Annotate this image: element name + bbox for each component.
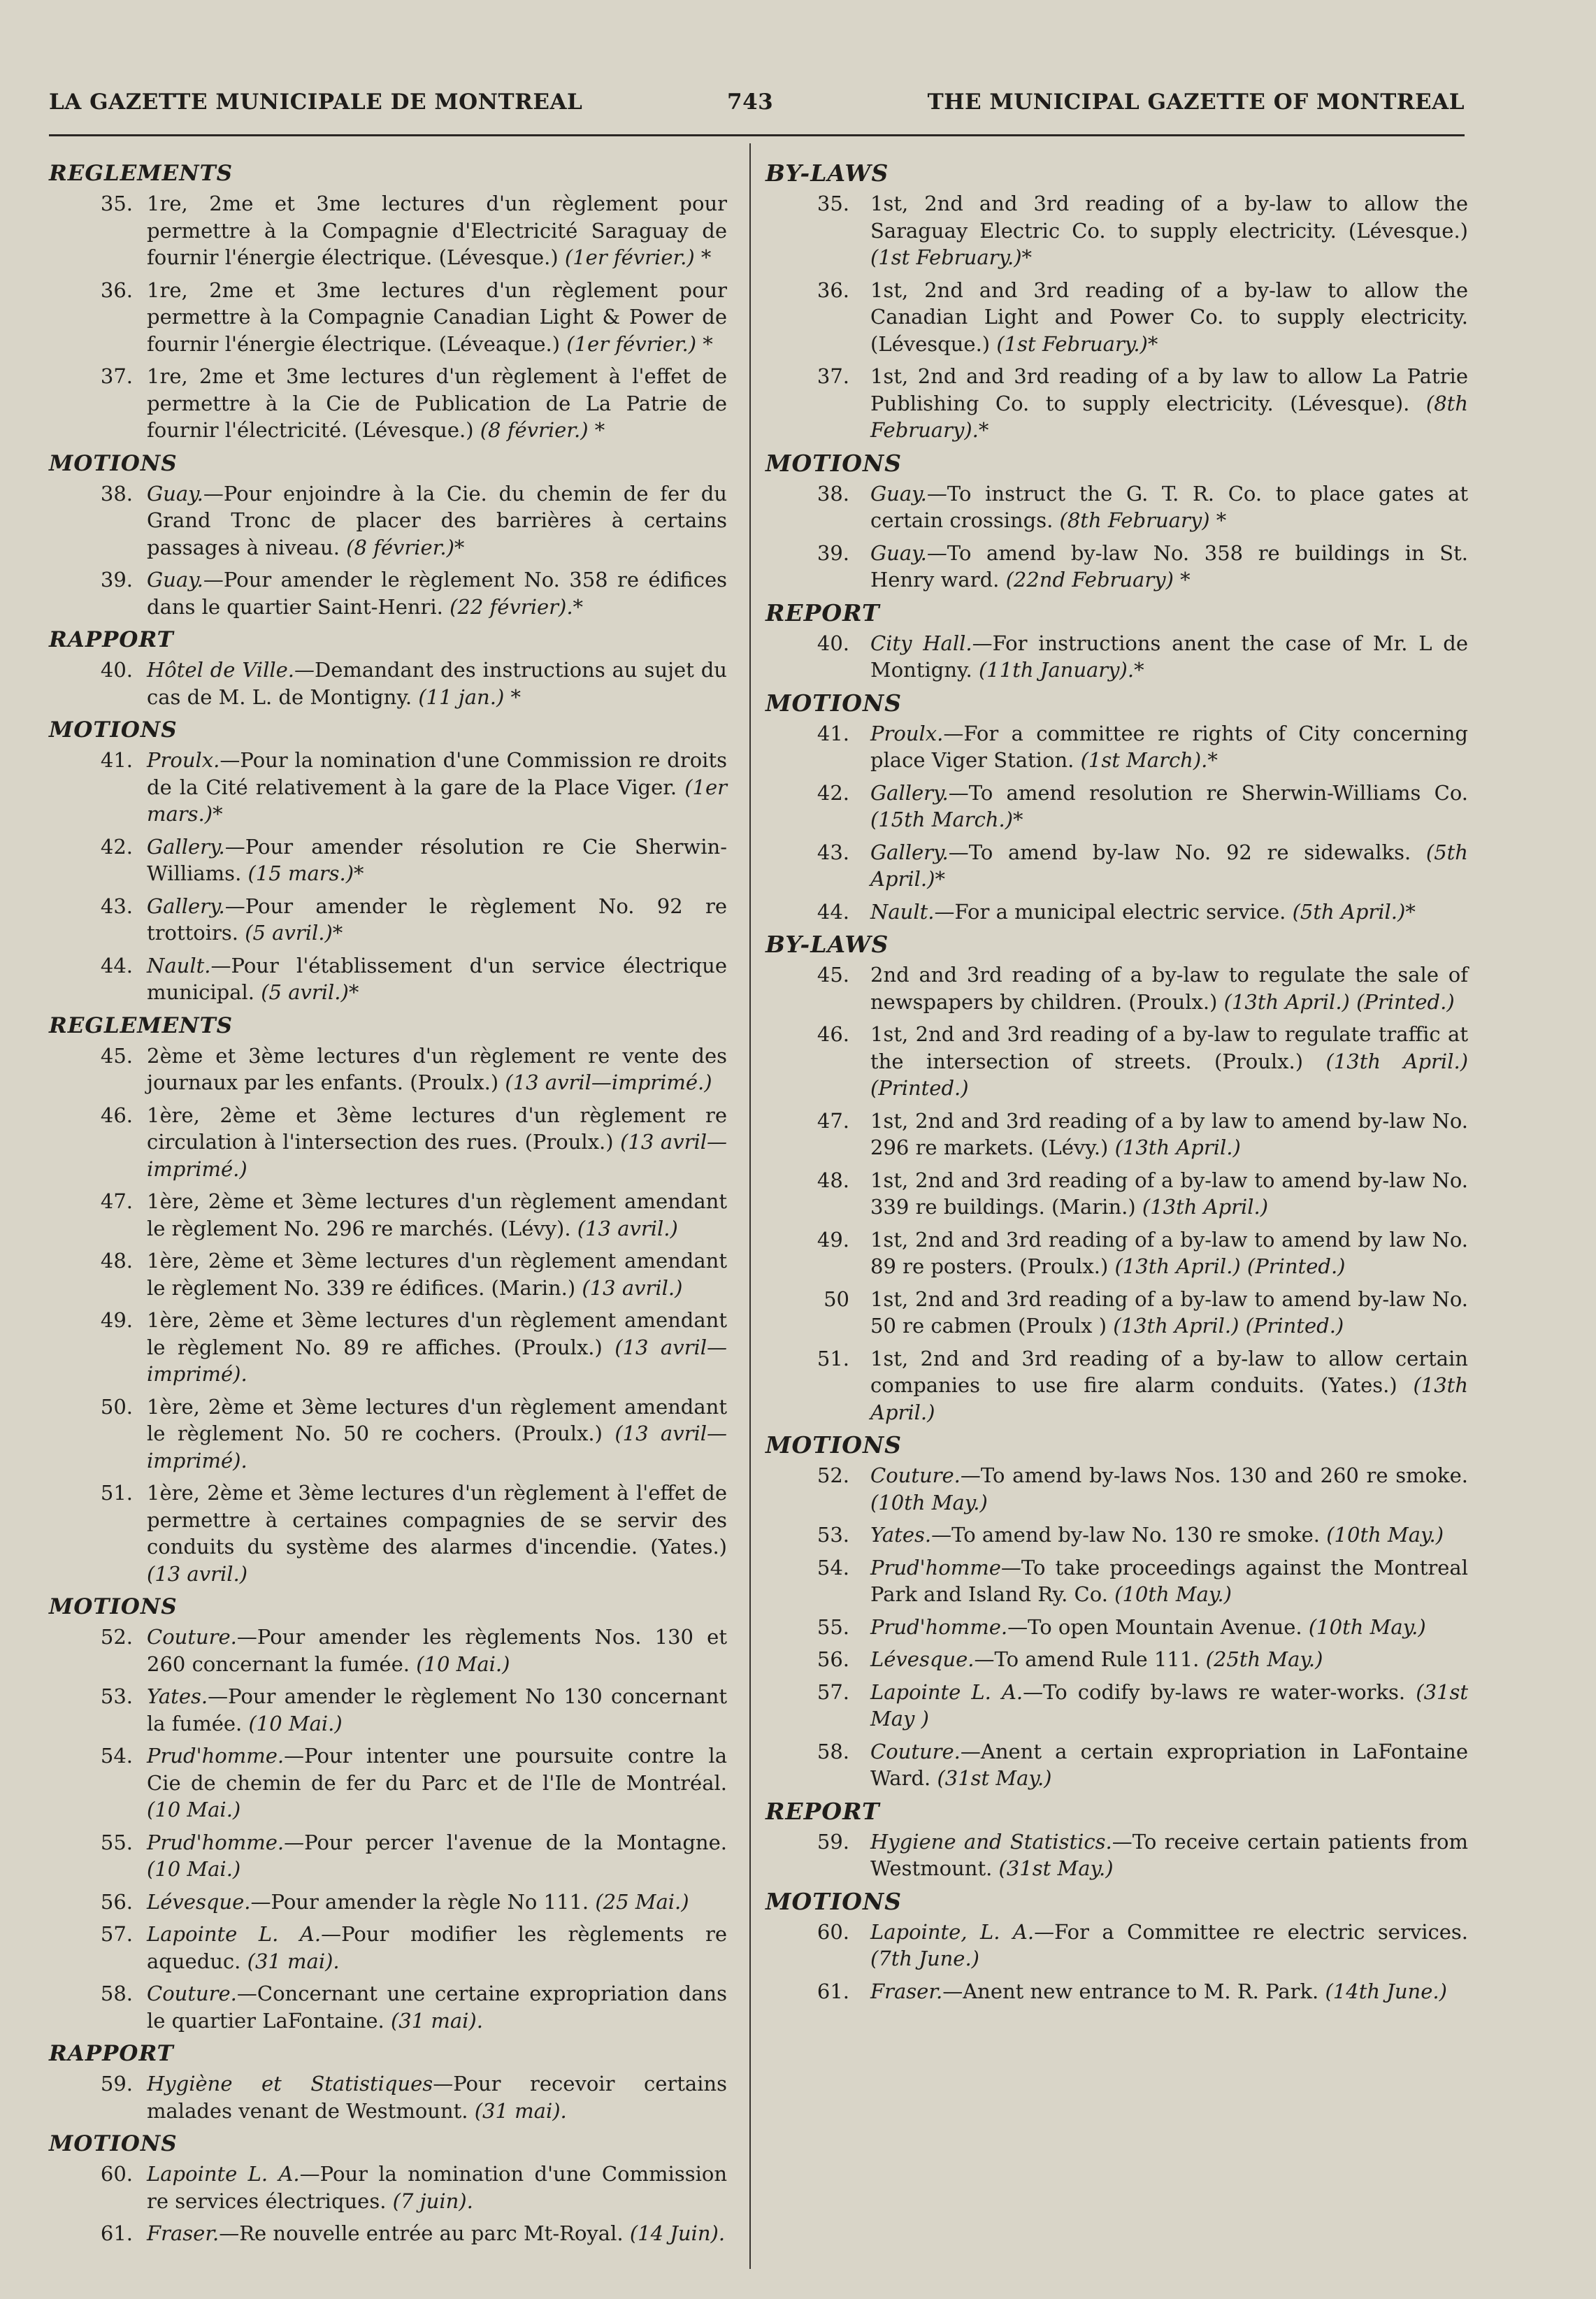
item-mover: Gallery. (870, 780, 949, 805)
item-number: 50 (824, 1287, 849, 1311)
agenda-item (765, 1021, 1468, 1102)
agenda-item (765, 1646, 1468, 1673)
item-mover: Nault. (870, 899, 935, 924)
item-number: 49. (100, 1308, 133, 1332)
item-date: (1st February.)* (870, 245, 1033, 269)
item-number: 37. (817, 364, 849, 388)
item-date: (14 Juin). (629, 2221, 726, 2245)
item-text: —To amend resolution re Sherwin-Williams Co. (948, 780, 1468, 805)
item-text: —Pour amender résolution re Cie Sherwin-Williams. (147, 834, 727, 885)
item-number: 61. (817, 1979, 849, 2003)
agenda-item (765, 898, 1468, 926)
item-date: (25th May.) (1205, 1647, 1323, 1671)
header-left-title: LA GAZETTE MUNICIPALE DE MONTREAL (49, 89, 583, 115)
item-text: —To amend Rule 111. (974, 1647, 1200, 1671)
item-date: (22nd February) * (1005, 568, 1191, 592)
agenda-item (765, 630, 1468, 684)
section-heading: MOTIONS (49, 450, 178, 476)
item-text: —Anent a certain expropriation in LaFontaine Ward. (870, 1739, 1468, 1790)
item-number: 59. (817, 1829, 849, 1854)
item-text: —Demandant des instructions au sujet du cas de M. L. de Montigny. (147, 658, 727, 709)
item-text: —For a Committee re electric services. (1034, 1919, 1468, 1944)
agenda-item (765, 277, 1468, 358)
agenda-item (765, 1978, 1468, 2005)
section-heading: RAPPORT (49, 2041, 174, 2066)
agenda-item (765, 1226, 1468, 1280)
page-number: 743 (727, 89, 774, 115)
section-heading: MOTIONS (765, 1887, 903, 1915)
agenda-item (49, 190, 727, 271)
item-mover: Gallery. (147, 834, 225, 859)
agenda-item (49, 1742, 727, 1824)
item-date: (31st May.) (998, 1856, 1114, 1880)
agenda-item (765, 839, 1468, 893)
item-mover: Couture. (147, 1625, 237, 1649)
item-text: —Pour percer l'avenue de la Montagne. (284, 1830, 727, 1854)
item-number: 43. (100, 894, 133, 918)
item-text: —Pour amender la règle No 111. (250, 1889, 589, 1914)
agenda-item (49, 1889, 727, 1916)
item-mover: Proulx. (147, 748, 220, 772)
item-mover: City Hall. (870, 631, 972, 655)
item-number: 41. (100, 748, 133, 772)
item-date: (13th April.) (870, 1373, 1469, 1424)
item-mover: Nault. (147, 953, 211, 977)
agenda-item (49, 1921, 727, 1975)
item-number: 50. (100, 1394, 133, 1419)
item-text: —Pour amender le règlement No. 358 re édifices dans le quartier Saint-Henri. (147, 568, 727, 619)
agenda-item (49, 2070, 727, 2124)
item-text: —Pour enjoindre à la Cie. du chemin de fer du Grand Tronc de placer des barrières à certains passages à niveau. (147, 481, 727, 559)
item-number: 56. (817, 1647, 849, 1671)
item-number: 55. (817, 1614, 849, 1639)
item-number: 48. (100, 1249, 133, 1273)
item-number: 40. (817, 631, 849, 655)
agenda-item (49, 1247, 727, 1301)
item-number: 47. (100, 1189, 133, 1213)
item-number: 53. (100, 1684, 133, 1708)
item-date: (10 Mai.) (248, 1711, 343, 1735)
item-number: 55. (100, 1830, 133, 1854)
item-mover: Guay. (870, 481, 927, 506)
agenda-item (765, 1679, 1468, 1733)
item-number: 40. (100, 658, 133, 682)
item-mover: Hôtel de Ville. (147, 658, 295, 682)
item-date: (8th February).* (870, 391, 1469, 442)
agenda-item (49, 2161, 727, 2214)
item-text: 1ère, 2ème et 3ème lectures d'un règlement amendant le règlement No. 89 re affiches. (Proulx.) (147, 1308, 727, 1359)
item-text: —Pour amender les règlements Nos. 130 et 260 concernant la fumée. (147, 1625, 727, 1676)
item-number: 61. (100, 2221, 133, 2245)
item-date: (13 avril—imprimé). (147, 1421, 728, 1473)
item-date: (22 février).* (450, 594, 584, 619)
column-divider (749, 143, 751, 2269)
agenda-item (49, 1102, 727, 1183)
agenda-item (765, 1286, 1468, 1340)
agenda-item (765, 1345, 1468, 1426)
item-text: —Pour amender le règlement No. 92 re trottoirs. (147, 894, 727, 945)
item-number: 39. (100, 568, 133, 592)
agenda-item (765, 1521, 1468, 1549)
item-text: 1ère, 2ème et 3ème lectures d'un règlement re circulation à l'intersection des rues. (Proulx.) (147, 1103, 727, 1154)
item-number: 35. (817, 192, 849, 215)
item-mover: Guay. (147, 481, 203, 506)
item-text: 1st, 2nd and 3rd reading of a by-law to allow the Saraguay Electric Co. to supply electricity. (Lévesque.) (870, 192, 1468, 243)
item-date: (1er février.) * (566, 331, 713, 356)
item-mover: Yates. (870, 1523, 932, 1547)
item-number: 58. (817, 1739, 849, 1763)
french-column (49, 155, 727, 2253)
agenda-item (765, 1167, 1468, 1221)
agenda-item (765, 1462, 1468, 1516)
item-mover: Guay. (147, 568, 203, 592)
item-text: 1st, 2nd and 3rd reading of a by-law to amend by law No. 89 re posters. (Proulx.) (870, 1227, 1468, 1278)
agenda-item (765, 720, 1468, 774)
english-column (765, 155, 1468, 2010)
agenda-item (765, 1738, 1468, 1792)
agenda-item (49, 1683, 727, 1737)
item-number: 54. (817, 1555, 849, 1580)
item-number: 42. (100, 834, 133, 859)
section-heading: MOTIONS (765, 1431, 903, 1459)
item-text: —To amend by-law No. 92 re sidewalks. (948, 840, 1411, 864)
item-number: 54. (100, 1744, 133, 1768)
item-text: —Pour l'établissement d'un service électrique municipal. (147, 953, 727, 1004)
item-mover: Prud'homme. (147, 1744, 285, 1768)
item-date: (13 avril—imprimé.) (505, 1070, 712, 1094)
item-text: —Pour la nomination d'une Commission re droits de la Cité relativement à la gare de la Place Viger. (147, 748, 727, 799)
section-heading: MOTIONS (49, 2131, 178, 2156)
item-number: 47. (817, 1108, 849, 1133)
agenda-item (49, 1829, 727, 1883)
item-date: (10th May.) (870, 1490, 988, 1514)
item-number: 49. (817, 1227, 849, 1252)
section-heading: RAPPORT (49, 627, 174, 652)
item-date: (13th April.) (1114, 1136, 1241, 1159)
item-mover: Prud'homme. (870, 1614, 1008, 1639)
item-date: (11 jan.) * (418, 685, 521, 709)
item-date: (13th April.) (Printed.) (1113, 1314, 1344, 1338)
agenda-item (765, 1828, 1468, 1882)
agenda-item (49, 1188, 727, 1242)
item-mover: Guay. (870, 540, 927, 565)
item-text: 1st, 2nd and 3rd reading of a by-law to allow the Canadian Light and Power Co. to supply electricity. (Lévesque.) (870, 278, 1468, 356)
item-number: 44. (817, 899, 849, 924)
item-date: (13 avril—imprimé). (147, 1335, 727, 1386)
section-heading: MOTIONS (49, 717, 178, 743)
item-number: 57. (817, 1680, 849, 1704)
agenda-item (49, 893, 727, 947)
item-date: (1st February.)* (996, 331, 1158, 356)
item-mover: Prud'homme. (147, 1830, 285, 1854)
header-rule (49, 134, 1465, 136)
item-date: (8 février.)* (346, 535, 465, 559)
item-text: —Pour amender le règlement No 130 concernant la fumée. (147, 1684, 727, 1735)
item-mover: Prud'homme (870, 1555, 1001, 1580)
item-text: 1ère, 2ème et 3ème lectures d'un règlement amendant le règlement No. 339 re édifices. (Marin.) (147, 1249, 727, 1300)
agenda-item (765, 1919, 1468, 1972)
item-number: 52. (817, 1463, 849, 1487)
item-number: 38. (100, 481, 133, 506)
agenda-item (49, 747, 727, 828)
item-mover: Lapointe, L. A. (870, 1919, 1035, 1944)
item-mover: Lévesque. (870, 1647, 975, 1671)
item-text: —Anent new entrance to M. R. Park. (942, 1979, 1319, 2003)
item-mover: Hygiene and Statistics. (870, 1829, 1112, 1854)
item-text: 1ère, 2ème et 3ème lectures d'un règlement amendant le règlement No. 50 re cochers. (Proulx.) (147, 1394, 727, 1445)
agenda-item (765, 363, 1468, 444)
agenda-item (49, 277, 727, 358)
agenda-item (49, 1480, 727, 1587)
item-number: 46. (817, 1022, 849, 1046)
agenda-item (765, 961, 1468, 1015)
agenda-item (49, 1307, 727, 1388)
item-date: (15 mars.)* (247, 861, 364, 885)
section-heading: REGLEMENTS (49, 1012, 233, 1038)
item-number: 36. (817, 278, 849, 302)
section-heading: REPORT (765, 599, 880, 626)
item-number: 38. (817, 481, 849, 506)
item-text: 1st, 2nd and 3rd reading of a by-law to regulate traffic at the intersection of streets. (Proulx.) (870, 1022, 1468, 1073)
item-text: —To amend by-law No. 358 re buildings in St. Henry ward. (870, 540, 1468, 592)
item-date: (31 mai). (390, 2008, 483, 2033)
item-text: 1st, 2nd and 3rd reading of a by-law to amend by-law No. 339 re buildings. (Marin.) (870, 1168, 1468, 1219)
item-text: 1re, 2me et 3me lectures d'un règlement pour permettre à la Compagnie d'Electricité Saraguay de fournir l'énergie électrique. (Lévesque.) (147, 192, 727, 269)
item-number: 36. (100, 278, 133, 302)
item-number: 48. (817, 1168, 849, 1192)
item-mover: Hygiène et Statistiques (147, 2072, 433, 2096)
item-number: 35. (100, 192, 133, 215)
item-date: (31 mai). (474, 2098, 567, 2123)
item-mover: Couture. (147, 1982, 237, 2005)
item-date: (8th February) * (1059, 508, 1227, 532)
section-heading: MOTIONS (765, 449, 903, 477)
item-number: 57. (100, 1922, 133, 1946)
item-text: —For instructions anent the case of Mr. L de Montigny. (870, 631, 1468, 682)
item-text: —To take proceedings against the Montreal Park and Island Ry. Co. (870, 1555, 1468, 1606)
item-mover: Couture. (870, 1739, 961, 1763)
agenda-item (49, 2220, 727, 2247)
item-text: —Pour modifier les règlements re aqueduc. (147, 1922, 727, 1973)
item-date: (10th May.) (1114, 1582, 1232, 1606)
item-mover: Lapointe L. A. (147, 1922, 322, 1946)
item-number: 53. (817, 1523, 849, 1547)
item-date: (15th March.)* (870, 808, 1023, 831)
item-number: 45. (817, 963, 849, 987)
item-number: 46. (100, 1103, 133, 1127)
item-number: 58. (100, 1982, 133, 2005)
item-number: 45. (100, 1043, 133, 1068)
header-right-title: THE MUNICIPAL GAZETTE OF MONTREAL (927, 89, 1465, 115)
item-date: (1er février.) * (564, 245, 712, 269)
item-date: (25 Mai.) (595, 1889, 689, 1914)
item-text: —To receive certain patients from Westmount. (870, 1829, 1468, 1880)
item-number: 51. (817, 1346, 849, 1370)
item-date: (10 Mai.) (147, 1798, 241, 1821)
agenda-item (49, 480, 727, 561)
item-text: —Re nouvelle entrée au parc Mt-Royal. (219, 2221, 624, 2245)
item-number: 51. (100, 1481, 133, 1505)
item-date: (13th April.) (Printed.) (1114, 1254, 1346, 1278)
item-date: (5 avril.)* (245, 921, 343, 945)
item-date: (13 avril.) (147, 1561, 248, 1586)
item-date: (1er mars.)* (147, 775, 727, 826)
item-text: 1st, 2nd and 3rd reading of a by law to amend by-law No. 296 re markets. (Lévy.) (870, 1108, 1468, 1159)
item-date: (10 Mai.) (147, 1857, 241, 1881)
item-mover: Yates. (147, 1684, 208, 1708)
section-heading: MOTIONS (765, 689, 903, 717)
item-date: (11th January).* (978, 658, 1144, 682)
item-text: 2ème et 3ème lectures d'un règlement re vente des journaux par les enfants. (Proulx.) (147, 1043, 727, 1094)
item-mover: Lapointe L. A. (870, 1680, 1023, 1704)
item-date: (31st May.) (937, 1766, 1052, 1790)
item-date: (13 avril.) (582, 1275, 683, 1300)
item-date: (14th June.) (1325, 1979, 1447, 2003)
item-date: (5 avril.)* (261, 980, 359, 1004)
item-text: —To instruct the G. T. R. Co. to place gates at certain crossings. (870, 481, 1468, 532)
agenda-item (49, 566, 727, 620)
agenda-item (49, 1980, 727, 2034)
item-text: —Pour la nomination d'une Commission re services électriques. (147, 2162, 727, 2213)
item-number: 56. (100, 1889, 133, 1914)
item-text: —Concernant une certaine expropriation dans le quartier LaFontaine. (147, 1982, 727, 2033)
item-date: (10 Mai.) (416, 1652, 510, 1676)
item-date: (7th June.) (870, 1947, 979, 1970)
agenda-item (765, 190, 1468, 271)
agenda-item (765, 1554, 1468, 1608)
item-text: —To amend by-law No. 130 re smoke. (931, 1523, 1321, 1547)
item-date: (5th April.)* (1292, 899, 1416, 924)
agenda-item (49, 657, 727, 710)
section-heading: REPORT (765, 1797, 880, 1825)
item-text: —To open Mountain Avenue. (1007, 1614, 1302, 1639)
agenda-item (765, 480, 1468, 534)
agenda-item (765, 540, 1468, 594)
item-number: 39. (817, 540, 849, 565)
agenda-item (765, 1614, 1468, 1641)
item-date: (13th April.) (Printed.) (1223, 989, 1455, 1014)
item-number: 44. (100, 953, 133, 977)
item-number: 43. (817, 840, 849, 864)
section-heading: BY-LAWS (765, 931, 889, 958)
item-text: 1re, 2me et 3me lectures d'un règlement pour permettre à la Compagnie Canadian Light & Power de fournir l'énergie électrique. (Léveaque.) (147, 278, 727, 356)
item-text: 2nd and 3rd reading of a by-law to regulate the sale of newspapers by children. (Proulx.) (870, 963, 1468, 1014)
agenda-item (765, 1108, 1468, 1161)
item-date: (31 mai). (247, 1949, 340, 1973)
item-text: —Pour intenter une poursuite contre la Cie de chemin de fer du Parc et de l'Ile de Montréal. (147, 1744, 727, 1795)
item-text: —Pour recevoir certains malades venant de Westmount. (147, 2072, 727, 2123)
section-heading: BY-LAWS (765, 159, 889, 187)
agenda-item (765, 780, 1468, 833)
item-date: (31st May ) (870, 1680, 1469, 1731)
item-date: (10th May.) (1326, 1523, 1444, 1547)
item-mover: Couture. (870, 1463, 961, 1487)
item-date: (8 février.) * (480, 418, 605, 442)
item-number: 37. (100, 364, 133, 388)
item-number: 42. (817, 780, 849, 805)
item-mover: Gallery. (147, 894, 225, 918)
agenda-item (49, 1043, 727, 1096)
section-heading: MOTIONS (49, 1594, 178, 1619)
item-number: 60. (817, 1919, 849, 1944)
item-text: 1st, 2nd and 3rd reading of a by-law to amend by-law No. 50 re cabmen (Proulx ) (870, 1287, 1468, 1338)
item-mover: Gallery. (870, 840, 949, 864)
page-header (49, 89, 1465, 126)
item-number: 41. (817, 721, 849, 745)
item-mover: Fraser. (870, 1979, 943, 2003)
item-date: (10th May.) (1308, 1614, 1426, 1639)
agenda-item (49, 952, 727, 1006)
item-date: (5th April.)* (870, 840, 1468, 891)
item-text: —For a municipal electric service. (934, 899, 1286, 924)
item-text: 1st, 2nd and 3rd reading of a by-law to allow certain companies to use fire alarm conduits. (Yates.) (870, 1346, 1468, 1397)
item-number: 60. (100, 2162, 133, 2186)
agenda-item (49, 833, 727, 887)
item-date: (13 avril—imprimé.) (147, 1130, 727, 1181)
item-date: (13th April.) (1142, 1195, 1269, 1219)
item-number: 52. (100, 1625, 133, 1649)
item-text: —To codify by-laws re water-works. (1023, 1680, 1406, 1704)
agenda-item (49, 1394, 727, 1475)
item-text: 1ère, 2ème et 3ème lectures d'un règlement à l'effet de permettre à certaines compagnies de se servir des conduits du système des alarmes d'incendie. (Yates.) (147, 1481, 727, 1559)
item-date: (1st March).* (1080, 748, 1218, 772)
item-mover: Lévesque. (147, 1889, 251, 1914)
item-number: 59. (100, 2072, 133, 2096)
item-date: (13th April.) (Printed.) (870, 1049, 1469, 1100)
agenda-item (49, 1624, 727, 1677)
item-text: 1st, 2nd and 3rd reading of a by law to allow La Patrie Publishing Co. to supply electricity. (Lévesque). (870, 364, 1468, 415)
item-text: 1ère, 2ème et 3ème lectures d'un règlement amendant le règlement No. 296 re marchés. (Lévy). (147, 1189, 727, 1240)
item-text: —For a committee re rights of City concerning place Viger Station. (870, 721, 1468, 772)
item-mover: Fraser. (147, 2221, 220, 2245)
item-text: 1re, 2me et 3me lectures d'un règlement à l'effet de permettre à la Cie de Publication de La Patrie de fournir l'électricité. (Lévesque.) (147, 364, 727, 442)
item-date: (13 avril.) (577, 1216, 678, 1240)
item-mover: Lapointe L. A. (147, 2162, 300, 2186)
item-date: (7 juin). (392, 2189, 473, 2213)
section-heading: REGLEMENTS (49, 161, 233, 186)
item-text: —To amend by-laws Nos. 130 and 260 re smoke. (960, 1463, 1468, 1487)
item-mover: Proulx. (870, 721, 944, 745)
agenda-item (49, 363, 727, 444)
